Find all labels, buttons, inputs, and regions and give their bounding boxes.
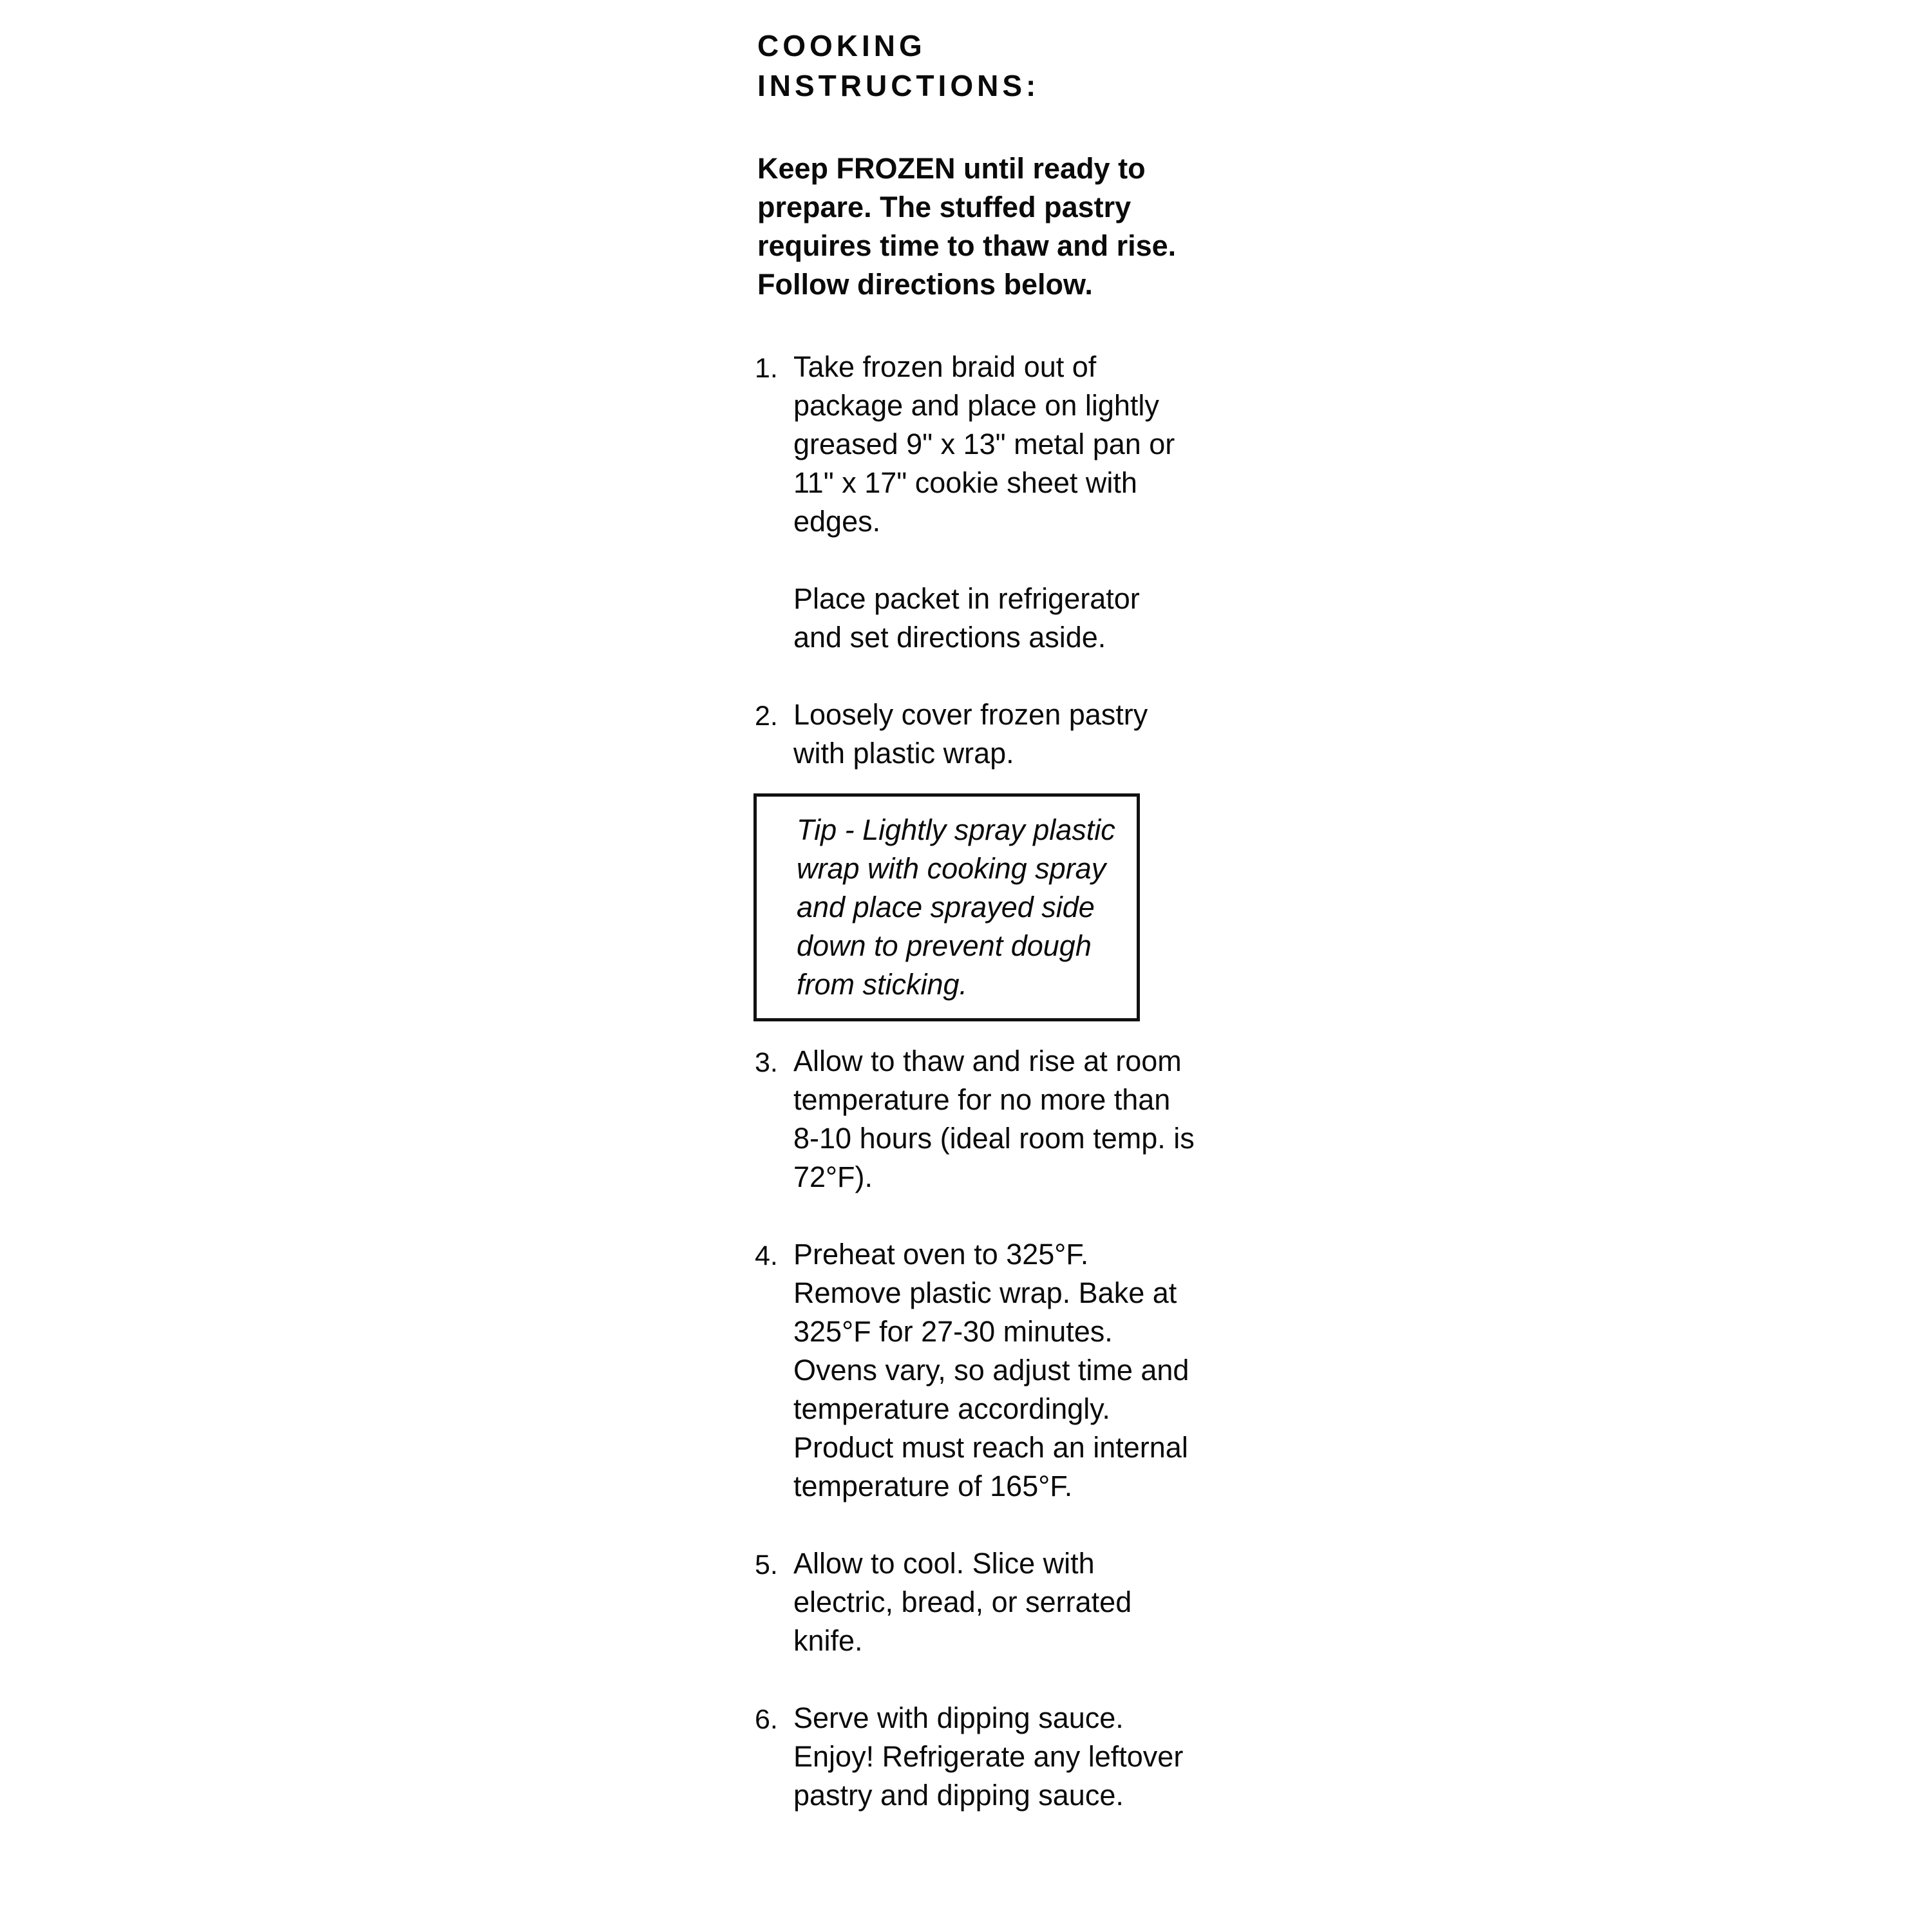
list-item-step-6 [757, 1699, 1195, 1815]
list-item-step-1 [757, 348, 1195, 657]
tip-box: Tip - Lightly spray plastic wrap with cooking spray and place sprayed side down to prevent dough from sticking. [753, 793, 1140, 1021]
step-text: Take frozen braid out of package and place on lightly greased 9" x 13" metal pan or 11" x 17" cookie sheet with edges. [793, 350, 1175, 538]
step-text: Preheat oven to 325°F. Remove plastic wrap. Bake at 325°F for 27-30 minutes. Ovens vary, so adjust time and temperature accordingly. Product must reach an internal temperature of 165°F. [793, 1238, 1189, 1502]
step-number: 1. [755, 353, 778, 384]
step-number: 2. [755, 701, 778, 732]
steps-list-continued [757, 1042, 1195, 1815]
list-item-step-4 [757, 1235, 1195, 1506]
intro-paragraph: Keep FROZEN until ready to prepare. The stuffed pastry requires time to thaw and rise. Follow directions below. [757, 152, 1177, 301]
list-item-step-3 [757, 1042, 1195, 1197]
step-text: Allow to thaw and rise at room temperature for no more than 8-10 hours (ideal room temp. is 72°F). [793, 1045, 1195, 1193]
list-item-step-2 [757, 696, 1195, 773]
step-extra-text: Place packet in refrigerator and set directions aside. [793, 582, 1140, 654]
step-number: 4. [755, 1240, 778, 1271]
step-text: Serve with dipping sauce. Enjoy! Refrigerate any leftover pastry and dipping sauce. [793, 1701, 1184, 1812]
step-number: 5. [755, 1549, 778, 1580]
steps-list [757, 348, 1195, 773]
step-number: 3. [755, 1047, 778, 1078]
instructions-column [757, 26, 1195, 1815]
step-text: Loosely cover frozen pastry with plastic wrap. [793, 698, 1148, 770]
step-number: 6. [755, 1704, 778, 1735]
list-item-step-5 [757, 1544, 1195, 1660]
page-title: COOKING INSTRUCTIONS: [757, 29, 1040, 102]
step-text: Allow to cool. Slice with electric, bread, or serrated knife. [793, 1547, 1132, 1657]
